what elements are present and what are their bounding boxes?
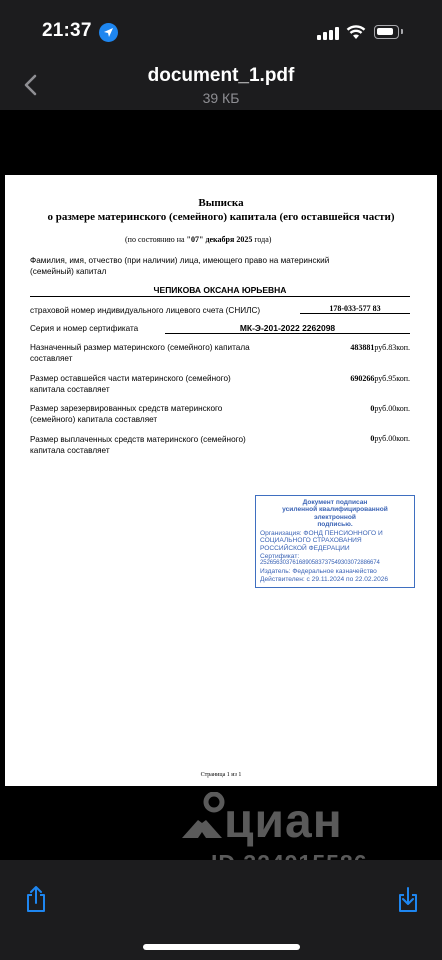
amount-value: 0руб.00коп.	[370, 434, 410, 443]
home-indicator[interactable]	[143, 944, 300, 950]
signal-icon	[317, 27, 339, 40]
stamp-organization: Организация: ФОНД ПЕНСИОННОГО И СОЦИАЛЬНОГО СТРАХОВАНИЯ РОССИЙСКОЙ ФЕДЕРАЦИИ	[260, 530, 383, 552]
fio-value: ЧЕПИКОВА ОКСАНА ЮРЬЕВНА	[30, 285, 410, 297]
amount-row: Размер зарезервированных средств материнского (семейного) капитала составляет	[30, 404, 223, 424]
stamp-header: Документ подписан усиленной квалифицированной электронной подписью.	[282, 499, 388, 529]
snils-value: 178-033-577 83	[300, 304, 410, 314]
stamp-issuer: Издатель: Федеральное казначейство	[260, 568, 377, 575]
file-title: document_1.pdf	[147, 65, 295, 86]
bottom-toolbar	[0, 860, 442, 960]
status-time: 21:37	[42, 20, 92, 41]
file-size: 39 КБ	[202, 90, 240, 106]
location-icon	[99, 23, 118, 42]
page-footer: Страница 1 из 1	[200, 772, 242, 778]
amount-row: Назначенный размер материнского (семейного) капитала составляет	[30, 343, 250, 363]
as-of-date: (по состоянию на "07" декабря 2025 года)	[125, 235, 272, 244]
amount-value: 0руб.00коп.	[370, 404, 410, 413]
status-bar	[0, 0, 442, 62]
amount-value: 690266руб.95коп.	[350, 374, 410, 383]
certificate-label: Серия и номер сертификата	[30, 324, 139, 333]
battery-icon	[374, 25, 399, 39]
document-subtitle: о размере материнского (семейного) капитала (его оставшейся части)	[47, 211, 395, 223]
stamp-certificate: Сертификат: 2526563037616890583737549303072886674	[260, 553, 380, 567]
stamp-validity: Действителен: с 29.11.2024 по 22.02.2026	[260, 576, 389, 583]
amount-row: Размер выплаченных средств материнского (семейного) капитала составляет	[30, 435, 246, 455]
e-signature-stamp	[255, 495, 415, 588]
certificate-value: МК-Э-201-2022 2262098	[165, 323, 410, 334]
amount-value: 483881руб.83коп.	[350, 343, 410, 352]
wifi-icon	[346, 24, 366, 45]
snils-label: страховой номер индивидуального лицевого счета (СНИЛС)	[30, 306, 261, 315]
pdf-page	[5, 175, 437, 786]
share-icon[interactable]	[22, 884, 50, 914]
document-title: Выписка	[198, 197, 244, 209]
nav-bar	[0, 62, 442, 110]
pin-icon	[176, 792, 230, 848]
save-download-icon[interactable]	[394, 884, 422, 914]
fio-label: Фамилия, имя, отчество (при наличии) лица, имеющего право на материнский (семейный) капитал	[30, 256, 330, 276]
amount-row: Размер оставшейся части материнского (семейного) капитала составляет	[30, 374, 231, 394]
watermark-brand: циан	[224, 795, 343, 848]
